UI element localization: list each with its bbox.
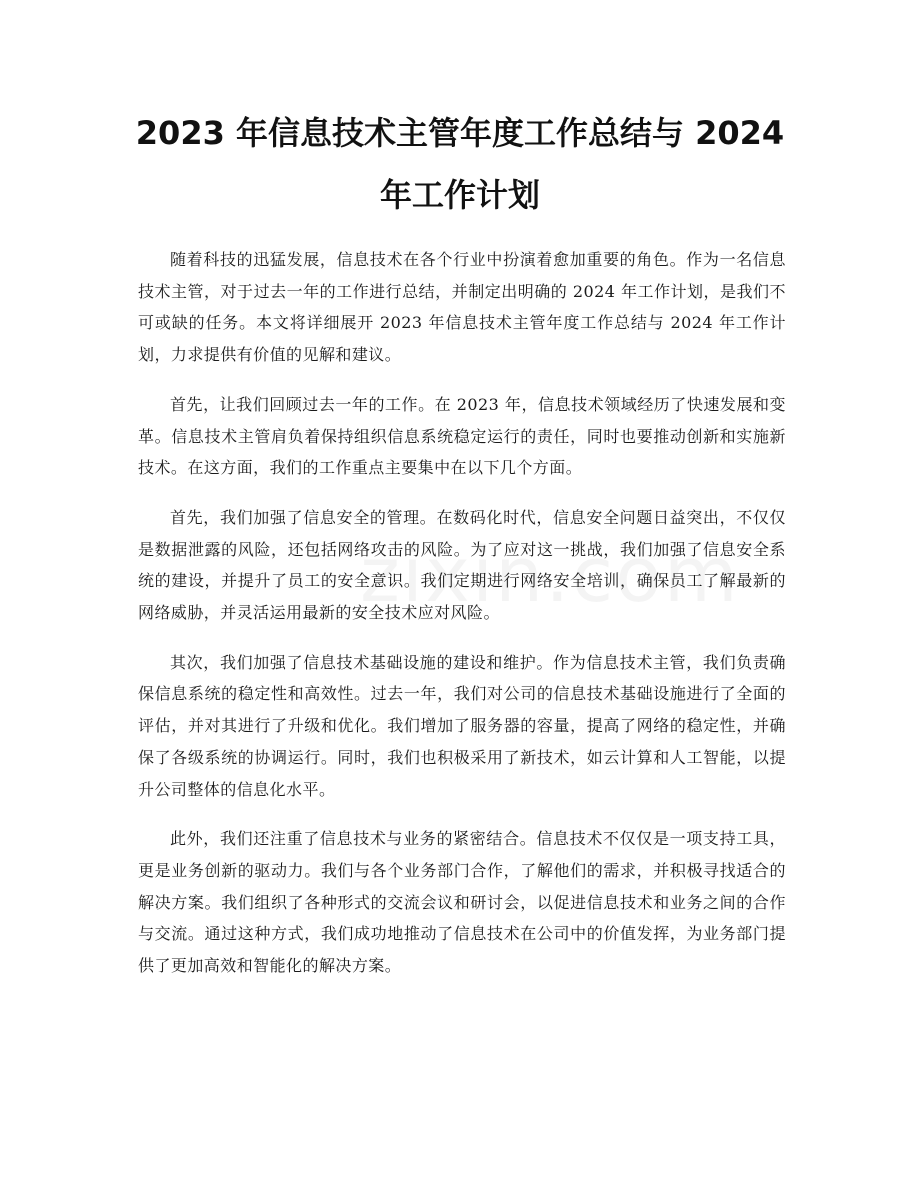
paragraph-3: 首先，我们加强了信息安全的管理。在数码化时代，信息安全问题日益突出，不仅仅是数据泄露的风险，还包括网络攻击的风险。为了应对这一挑战，我们加强了信息安全系统的建设，并提升了员工的安全意识。我们定期进行网络安全培训，确保员工了解最新的网络威胁，并灵活运用最新的安全技术应对风险。 [138,507,786,623]
paragraph-5: 此外，我们还注重了信息技术与业务的紧密结合。信息技术不仅仅是一项支持工具，更是业务创新的驱动力。我们与各个业务部门合作，了解他们的需求，并积极寻找适合的解决方案。我们组织了各种形式的交流会议和研讨会，以促进信息技术和业务之间的合作与交流。通过这种方式，我们成功地推动了信息技术在公司中的价值发挥，为业务部门提供了更加高效和智能化的解决方案。 [138,829,786,976]
document-title: 2023 年信息技术主管年度工作总结与 2024 年工作计划 [135,114,785,214]
paragraph-4: 其次，我们加强了信息技术基础设施的建设和维护。作为信息技术主管，我们负责确保信息系统的稳定性和高效性。过去一年，我们对公司的信息技术基础设施进行了全面的评估，并对其进行了升级和优化。我们增加了服务器的容量，提高了网络的稳定性，并确保了各级系统的协调运行。同时，我们也积极采用了新技术，如云计算和人工智能，以提升公司整体的信息化水平。 [138,652,786,799]
document-body [138,244,786,1000]
paragraph-1: 随着科技的迅猛发展，信息技术在各个行业中扮演着愈加重要的角色。作为一名信息技术主管，对于过去一年的工作进行总结，并制定出明确的 2024 年工作计划，是我们不可或缺的任务。本文将详细展开 2023 年信息技术主管年度工作总结与 2024 年工作计划，力求提供有价值的见解和建议。 [138,250,786,365]
paragraph-2: 首先，让我们回顾过去一年的工作。在 2023 年，信息技术领域经历了快速发展和变革。信息技术主管肩负着保持组织信息系统稳定运行的责任，同时也要推动创新和实施新技术。在这方面，我们的工作重点主要集中在以下几个方面。 [138,394,786,478]
